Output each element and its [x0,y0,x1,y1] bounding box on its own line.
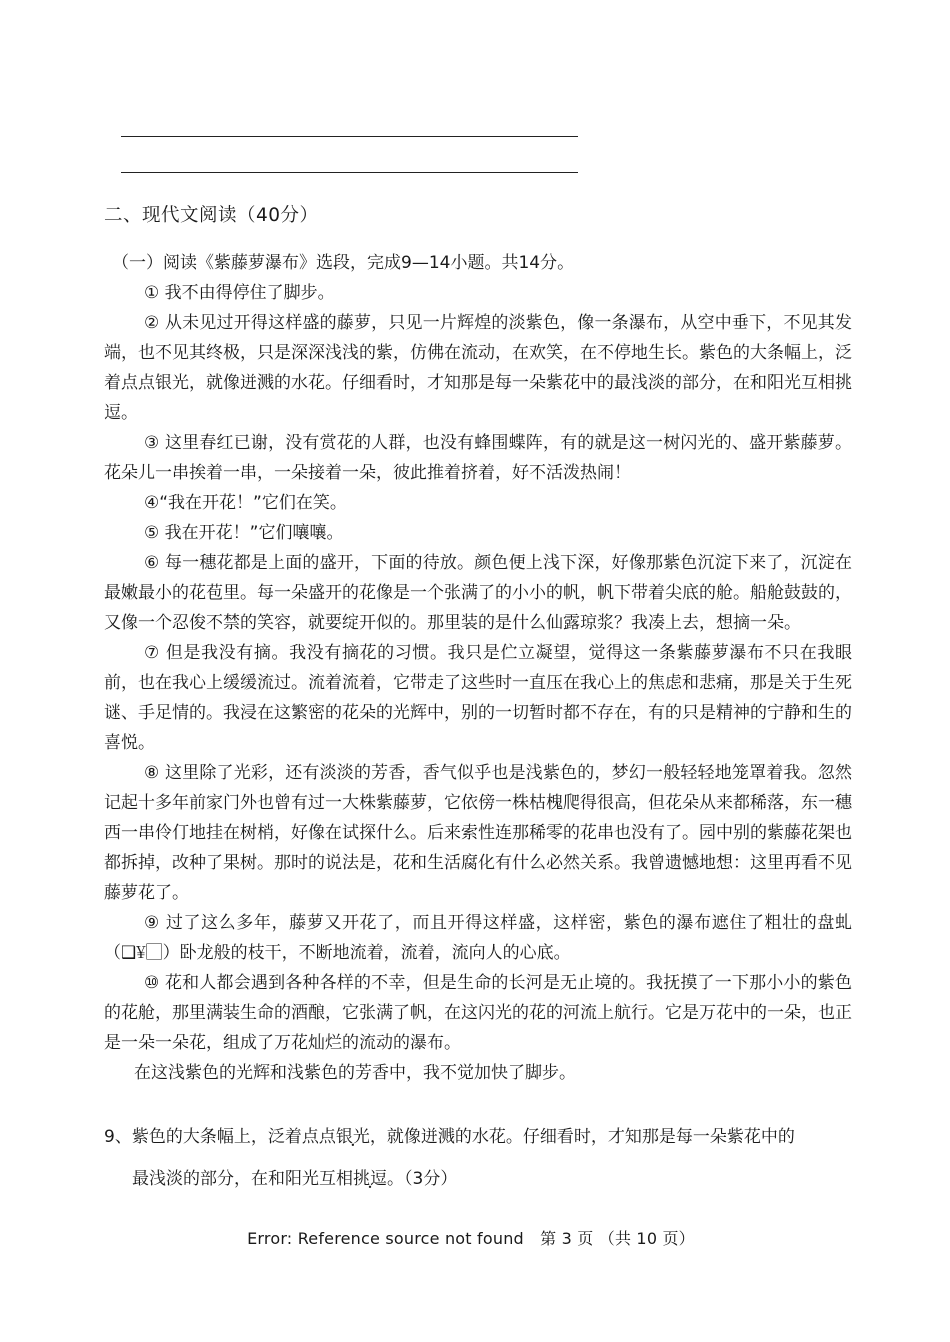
question-line-2: 最浅淡的部分，在和阳光互相挑逗。（3分） [132,1169,458,1189]
section-title: 二、现代文阅读（40分） [104,205,319,226]
emphasis-dots: 银光 [335,1127,370,1147]
paragraph-4: ④“我在开花！”它们在笑。 [144,493,347,513]
paragraph-3: ③ 这里春红已谢，没有赏花的人群，也没有蜂围蝶阵，有的就是这一树闪光的、盛开紫藤萝。花朵儿一串挨着一串，一朵接着一朵，彼此推着挤着，好不活泼热闹！ [104,433,852,483]
closing-line: 在这浅紫色的光辉和浅紫色的芳香中，我不觉加快了脚步。 [134,1063,576,1083]
page-footer: Error: Reference source not found 第 3 页 （共 10 页） [247,1229,695,1248]
answer-line-1 [121,136,578,137]
paragraph-8: ⑧ 这里除了光彩，还有淡淡的芳香，香气似乎也是浅紫色的，梦幻一般轻轻地笼罩着我。忽然记起十多年前家门外也曾有过一大株紫藤萝，它依傍一株枯槐爬得很高，但花朵从来都稀落，东一穗西一串伶仃地挂在树梢，好像在试探什么。后来索性连那稀零的花串也没有了。园中别的紫藤花架也都拆掉，改种了果树。那时的说法是，花和生活腐化有什么必然关系。我曾遗憾地想：这里再看不见藤萝花了。 [104,763,852,903]
paragraph-6: ⑥ 每一穗花都是上面的盛开，下面的待放。颜色便上浅下深，好像那紫色沉淀下来了，沉淀在最嫩最小的花苞里。每一朵盛开的花像是一个张满了的小小的帆，帆下带着尖底的舱。船舱鼓鼓的，又像一个忍俊不禁的笑容，就要绽开似的。那里装的是什么仙露琼浆？我凑上去，想摘一朵。 [104,553,852,633]
paragraph-2: ② 从未见过开得这样盛的藤萝，只见一片辉煌的淡紫色，像一条瀑布，从空中垂下，不见其发端，也不见其终极，只是深深浅浅的紫，仿佛在流动，在欢笑，在不停地生长。紫色的大条幅上，泛着点点银光，就像迸溅的水花。仔细看时，才知那是每一朵紫花中的最浅淡的部分，在和阳光互相挑逗。 [104,313,852,423]
reading-passage [104,248,852,1088]
paragraph-10: ⑩ 花和人都会遇到各种各样的不幸，但是生命的长河是无止境的。我抚摸了一下那小小的紫色的花舱，那里满装生命的酒酿，它张满了帆，在这闪光的花的河流上航行。它是万花中的一朵，也正是一朵一朵花，组成了万花灿烂的流动的瀑布。 [104,973,852,1053]
emphasis-dots: 挑逗 [353,1169,387,1189]
paragraph-9: ⑨ 过了这么多年，藤萝又开花了，而且开得这样盛，这样密，紫色的瀑布遮住了粗壮的盘虬（❑¥⃞）卧龙般的枝干，不断地流着，流着，流向人的心底。 [104,913,852,963]
question-number: 9、 [104,1127,132,1147]
passage-intro: （一）阅读《紫藤萝瀑布》选段，完成9—14小题。共14分。 [112,253,575,273]
question-line-1: 9、紫色的大条幅上，泛着点点银光，就像迸溅的水花。仔细看时，才知那是每一朵紫花中的 [104,1127,795,1147]
answer-line-2 [121,172,578,173]
question-9 [104,1116,852,1200]
paragraph-1: ① 我不由得停住了脚步。 [144,283,335,303]
paragraph-7: ⑦ 但是我没有摘。我没有摘花的习惯。我只是伫立凝望，觉得这一条紫藤萝瀑布不只在我眼前，也在我心上缓缓流过。流着流着，它带走了这些时一直压在我心上的焦虑和悲痛，那是关于生死谜、手足情的。我浸在这繁密的花朵的光辉中，别的一切暂时都不存在，有的只是精神的宁静和生的喜悦。 [104,643,852,753]
paragraph-5: ⑤ 我在开花！”它们嚷嚷。 [144,523,344,543]
